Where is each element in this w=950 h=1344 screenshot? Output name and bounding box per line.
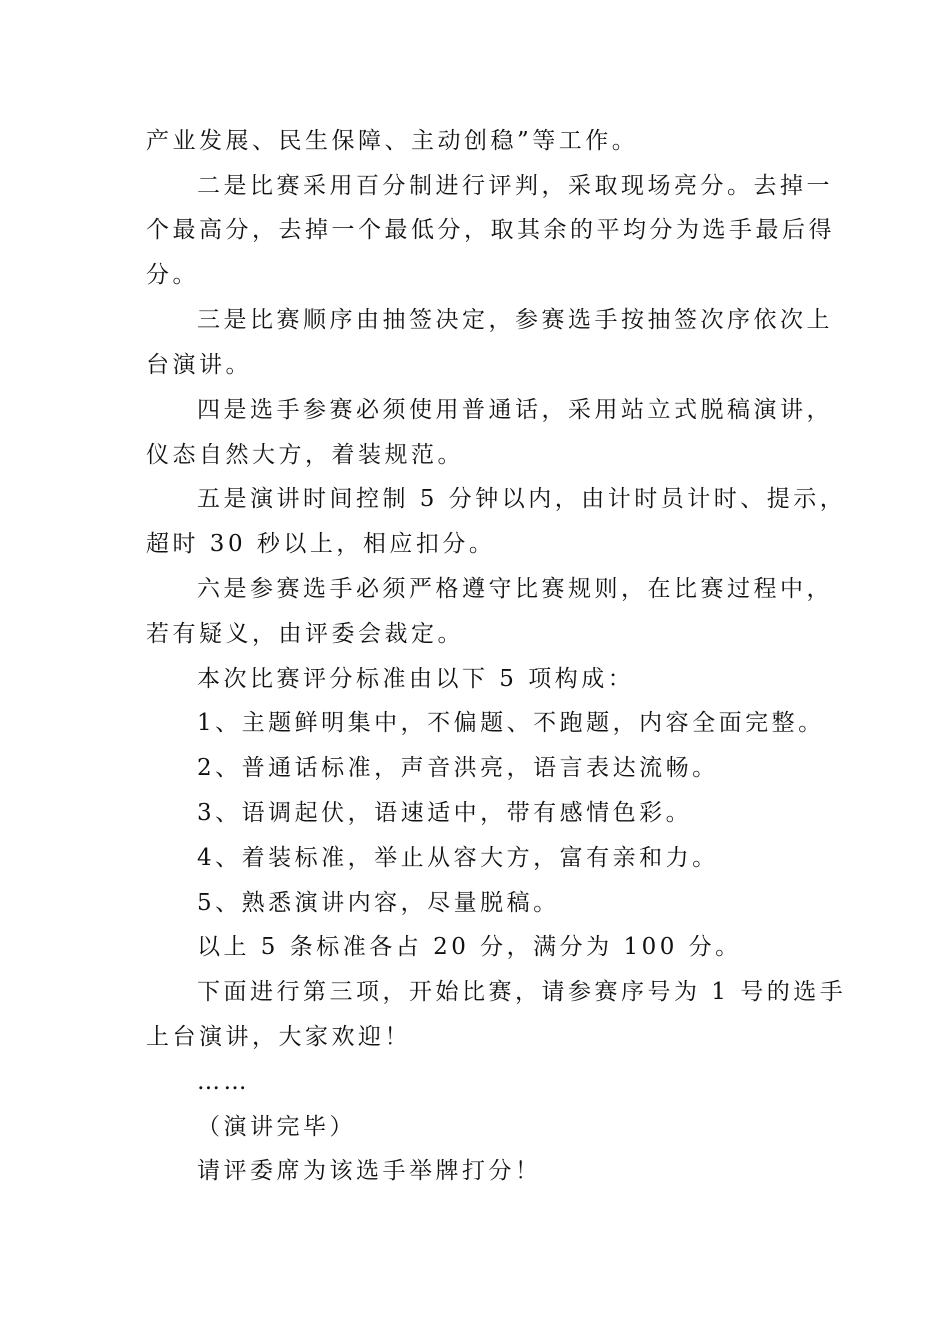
- text-line: 以上 5 条标准各占 20 分，满分为 100 分。: [197, 934, 742, 960]
- text-line: 上台演讲，大家欢迎！: [146, 1024, 411, 1050]
- text-line: 台演讲。: [146, 352, 252, 378]
- text-line: 下面进行第三项，开始比赛，请参赛序号为 1 号的选手: [197, 979, 847, 1005]
- text-line: 二是比赛采用百分制进行评判，采取现场亮分。去掉一: [197, 173, 833, 199]
- text-line: 六是参赛选手必须严格遵守比赛规则，在比赛过程中，: [197, 576, 833, 602]
- list-item: 3、语调起伏，语速适中，带有感情色彩。: [197, 800, 693, 826]
- text-line: 分。: [146, 262, 199, 288]
- text-line: 产业发展、民生保障、主动创稳”等工作。: [146, 128, 639, 154]
- text-line: 五是演讲时间控制 5 分钟以内，由计时员计时、提示，: [197, 486, 847, 512]
- text-line: 若有疑义，由评委会裁定。: [146, 621, 464, 647]
- list-item: 4、着装标准，举止从容大方，富有亲和力。: [197, 845, 719, 871]
- text-line: 仪态自然大方，着装规范。: [146, 442, 464, 468]
- text-line: 三是比赛顺序由抽签决定，参赛选手按抽签次序依次上: [197, 307, 833, 333]
- stage-direction: （演讲完毕）: [197, 1114, 356, 1140]
- text-line: 超时 30 秒以上，相应扣分。: [146, 531, 496, 557]
- ellipsis-line: ……: [197, 1069, 250, 1095]
- text-line: 个最高分，去掉一个最低分，取其余的平均分为选手最后得: [146, 217, 835, 243]
- text-line: 四是选手参赛必须使用普通话，采用站立式脱稿演讲，: [197, 397, 833, 423]
- text-line: 本次比赛评分标准由以下 5 项构成：: [197, 666, 635, 692]
- list-item: 2、普通话标准，声音洪亮，语言表达流畅。: [197, 755, 719, 781]
- text-line: 请评委席为该选手举牌打分！: [197, 1158, 542, 1184]
- list-item: 1、主题鲜明集中，不偏题、不跑题，内容全面完整。: [197, 710, 825, 736]
- list-item: 5、熟悉演讲内容，尽量脱稿。: [197, 890, 560, 916]
